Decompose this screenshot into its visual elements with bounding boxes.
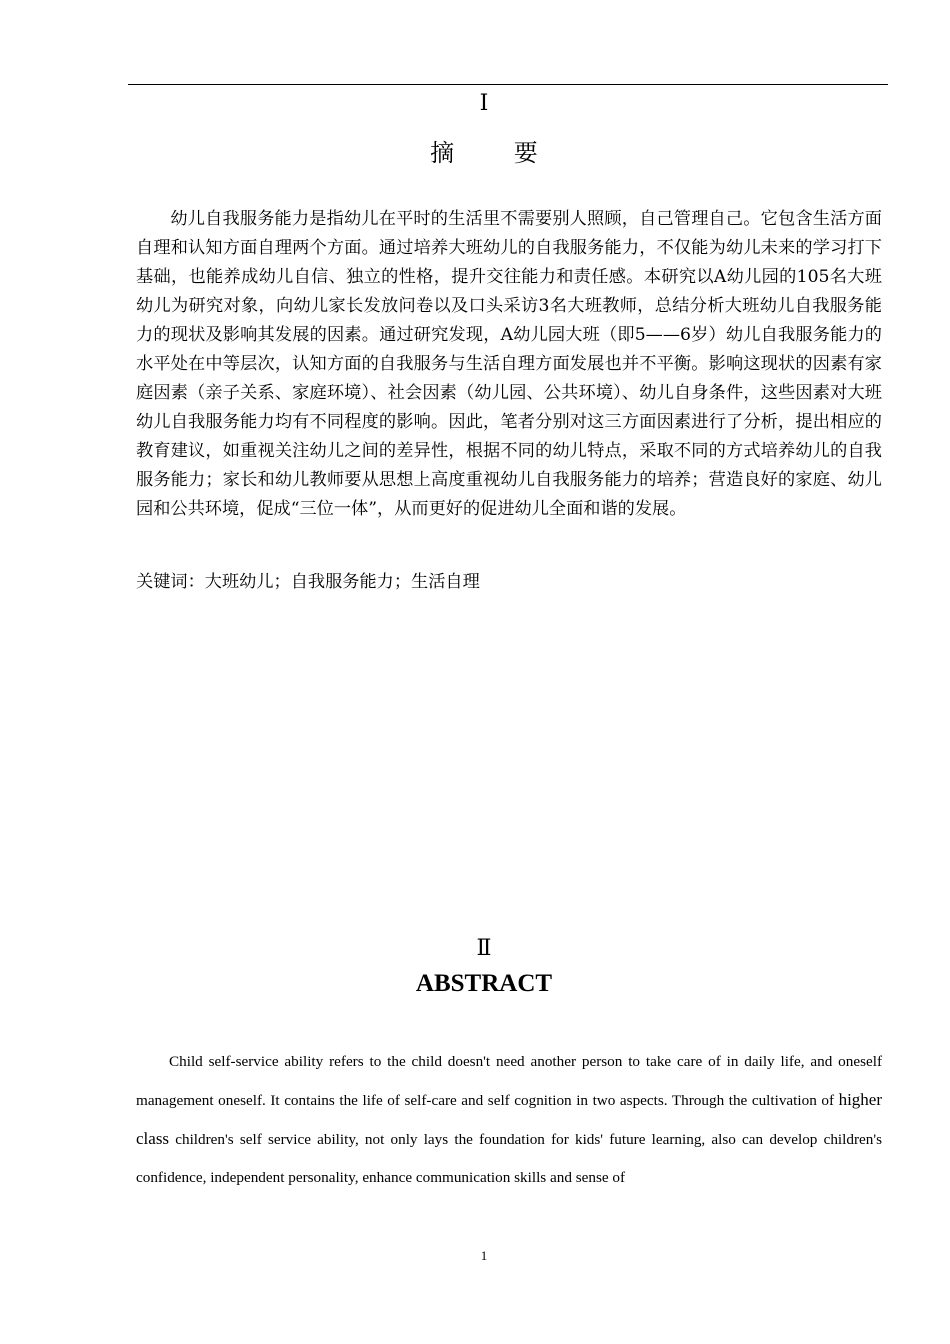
- chinese-abstract-title: 摘 要: [430, 139, 564, 167]
- section-numeral-2: Ⅱ: [476, 936, 492, 961]
- english-abstract-body: [136, 1043, 882, 1197]
- english-body-highlight: higher class: [136, 1090, 882, 1148]
- header-rule: [128, 84, 888, 85]
- section-numeral-1: Ⅰ: [479, 91, 489, 116]
- keywords-value: 大班幼儿；自我服务能力；生活自理: [204, 572, 480, 592]
- english-body-part-2: children's self service ability, not only lays the foundation for kids' future learning, also can develop children's confidence, independent personality, enhance communication skills and sense of: [136, 1131, 882, 1186]
- english-abstract-title: ABSTRACT: [415, 970, 553, 997]
- chinese-abstract-body: 幼儿自我服务能力是指幼儿在平时的生活里不需要别人照顾，自己管理自己。它包含生活方面自理和认知方面自理两个方面。通过培养大班幼儿的自我服务能力，不仅能为幼儿未来的学习打下基础，也能养成幼儿自信、独立的性格，提升交往能力和责任感。本研究以A幼儿园的105名大班幼儿为研究对象，向幼儿家长发放问卷以及口头采访3名大班教师，总结分析大班幼儿自我服务能力的现状及影响其发展的因素。通过研究发现，A幼儿园大班（即5——6岁）幼儿自我服务能力的水平处在中等层次，认知方面的自我服务与生活自理方面发展也并不平衡。影响这现状的因素有家庭因素（亲子关系、家庭环境）、社会因素（幼儿园、公共环境）、幼儿自身条件，这些因素对大班幼儿自我服务能力均有不同程度的影响。因此，笔者分别对这三方面因素进行了分析，提出相应的教育建议，如重视关注幼儿之间的差异性，根据不同的幼儿特点，采取不同的方式培养幼儿的自我服务能力；家长和幼儿教师要从思想上高度重视幼儿自我服务能力的培养；营造良好的家庭、幼儿园和公共环境，促成“三位一体”，从而更好的促进幼儿全面和谐的发展。: [136, 209, 882, 519]
- page-number: 1: [480, 1248, 488, 1263]
- keywords-label: 关键词：: [136, 572, 205, 592]
- english-body-part-1: Child self-service ability refers to the child doesn't need another person to take care of in daily life, and oneself management oneself. It contains the life of self-care and self cognition in two aspects. Through the cultivation of: [136, 1053, 882, 1109]
- chinese-keywords: [136, 568, 882, 596]
